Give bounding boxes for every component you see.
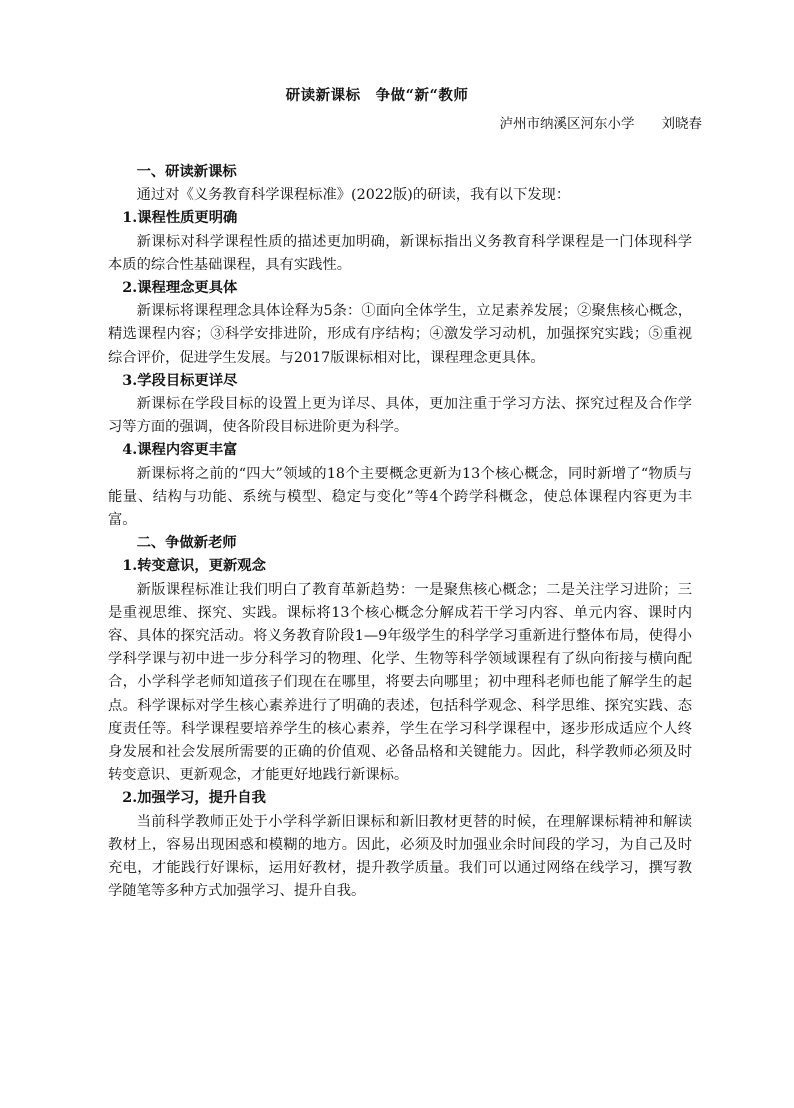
subheading-course-content: 4.课程内容更丰富 — [122, 442, 238, 459]
subheading-course-philosophy: 2.课程理念更具体 — [122, 280, 238, 297]
subheading-change-mindset: 1.转变意识，更新观念 — [122, 558, 266, 575]
subheading-strengthen-learning: 2.加强学习，提升自我 — [122, 790, 266, 807]
subheading-stage-goals: 3.学段目标更详尽 — [122, 372, 238, 389]
subheading-course-nature: 1.课程性质更明确 — [122, 210, 238, 227]
document-body — [108, 161, 692, 904]
paragraph-change-mindset: 新版课程标准让我们明白了教育革新趋势：一是聚焦核心概念；二是关注学习进阶；三是重视思维、探究、实践。课标将13个核心概念分解成若干学习内容、单元内容、课时内容、具体的探究活动。将义务教育阶段1—9年级学生的科学学习重新进行整体布局，使得小学科学课与初中进一步分科学习的物理、化学、生物等科学领域课程有了纵向衔接与横向配合，小学科学老师知道孩子们现在在哪里，将要去向哪里；初中理科老师也能了解学生的起点。科学课标对学生核心素养进行了明确的表述，包括科学观念、科学思维、探究实践、态度责任等。科学课程要培养学生的核心素养，学生在学习科学课程中，逐步形成适应个人终身发展和社会发展所需要的正确的价值观、必备品格和关键能力。因此，科学教师必须及时转变意识、更新观念，才能更好地践行新课标。 — [108, 581, 692, 784]
section-heading-1: 一、研读新课标 — [136, 164, 237, 180]
paragraph-strengthen-learning: 当前科学教师正处于小学科学新旧课标和新旧教材更替的时候，在理解课标精神和解读教材上，容易出现困惑和模糊的地方。因此，必须及时加强业余时间段的学习，为自己及时充电，才能践行好课标，运用好教材，提升教学质量。我们可以通过网络在线学习，撰写教学随笔等多种方式加强学习、提升自我。 — [108, 813, 692, 900]
document-title: 研读新课标 争做“新“教师 — [285, 87, 469, 104]
paragraph-course-nature: 新课标对科学课程性质的描述更加明确，新课标指出义务教育科学课程是一门体现科学本质的综合性基础课程，具有实践性。 — [108, 233, 692, 273]
author-line: 泸州市纳溪区河东小学 刘晓春 — [499, 116, 702, 132]
section-1-intro: 通过对《义务教育科学课程标准》(2022版)的研读，我有以下发现： — [136, 187, 571, 204]
paragraph-course-content: 新课标将之前的“四大”领域的18个主要概念更新为13个核心概念，同时新增了“物质与能量、结构与功能、系统与模型、稳定与变化”等4个跨学科概念，使总体课程内容更为丰富。 — [108, 465, 692, 529]
section-heading-2: 二、争做新老师 — [136, 535, 237, 552]
paragraph-course-philosophy: 新课标将课程理念具体诠释为5条：①面向全体学生，立足素养发展；②聚焦核心概念，精选课程内容；③科学安排进阶，形成有序结构；④激发学习动机，加强探究实践；⑤重视综合评价，促进学生发展。与2017版课标相对比，课程理念更具体。 — [108, 303, 692, 366]
paragraph-stage-goals: 新课标在学段目标的设置上更为详尽、具体，更加注重于学习方法、探究过程及合作学习等方面的强调，使各阶段目标进阶更为科学。 — [108, 396, 692, 436]
